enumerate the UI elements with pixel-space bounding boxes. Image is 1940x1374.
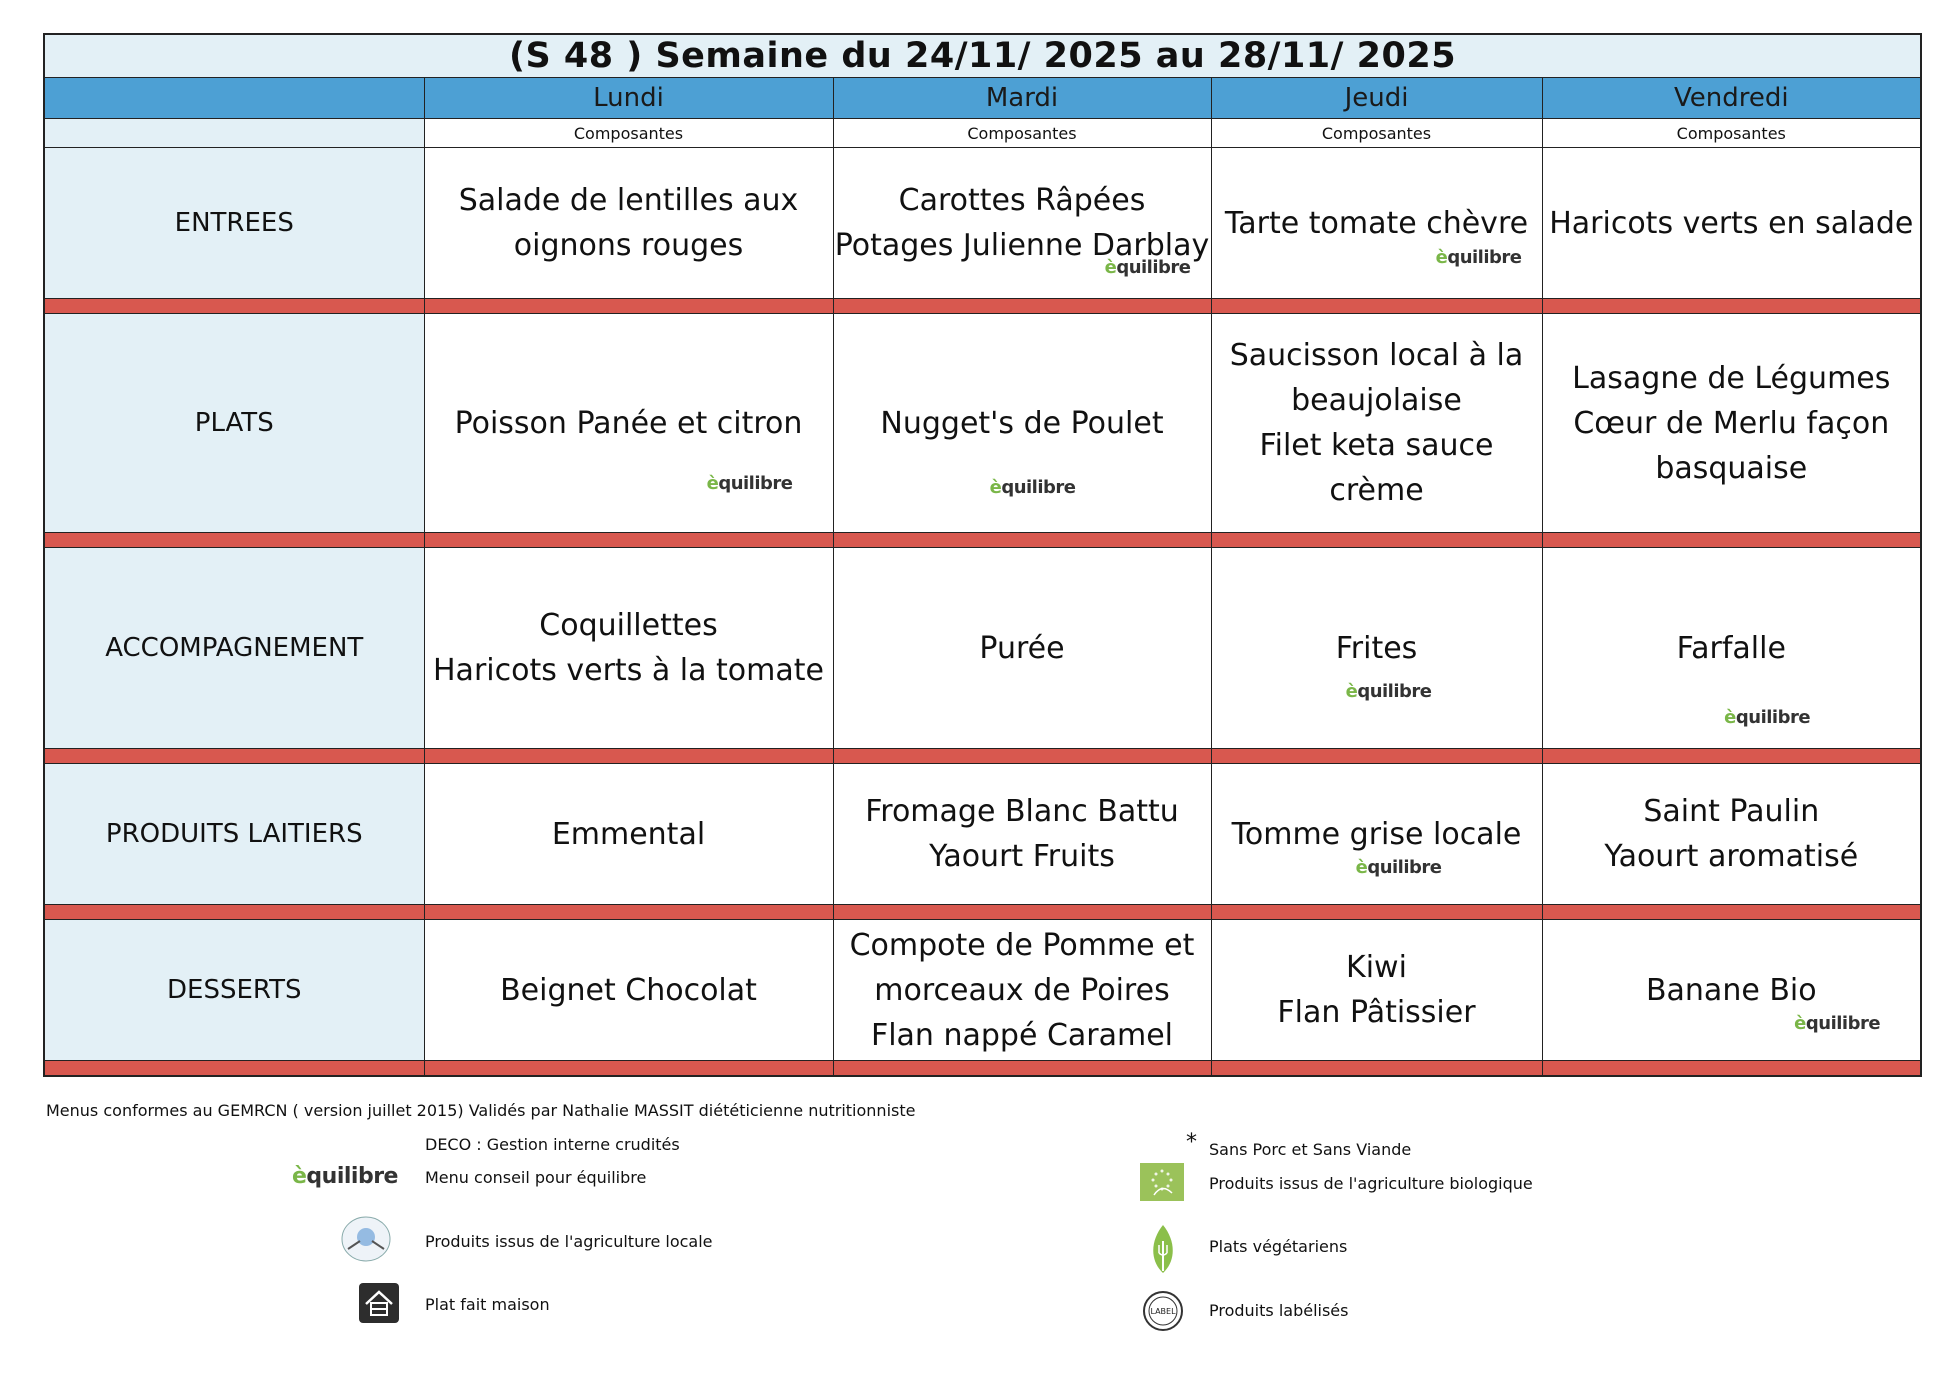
row-label: PLATS — [44, 314, 424, 533]
row-separator — [44, 749, 1921, 764]
separator-band — [833, 749, 1211, 764]
dish-line: Beignet Chocolat — [500, 972, 757, 1008]
subheader-corner — [44, 119, 424, 148]
menu-row — [44, 148, 1921, 299]
equilibre-badge-icon — [990, 465, 1076, 510]
dish-line: Potages Julienne Darblay — [834, 228, 1210, 263]
dish-cell-vendredi — [1542, 920, 1921, 1061]
dish-line: Carottes Râpées — [898, 183, 1146, 218]
dish-line: Compote de Pomme et — [849, 927, 1195, 963]
dish-line: Lasagne de Légumes — [1572, 360, 1891, 396]
row-label: ACCOMPAGNEMENT — [44, 548, 424, 749]
equilibre-badge-icon — [1105, 245, 1191, 290]
separator-band — [1211, 533, 1542, 548]
separator-band — [1542, 749, 1921, 764]
day-header-jeudi: Jeudi — [1211, 78, 1542, 119]
separator-band — [833, 299, 1211, 314]
dish-line: Haricots verts en salade — [1549, 205, 1914, 241]
dish-line: Yaourt Fruits — [929, 839, 1115, 874]
equilibre-e-mark: è — [989, 477, 1002, 498]
legend-fait-maison-text: Plat fait maison — [425, 1295, 550, 1314]
dish-line: Filet keta sauce crème — [1259, 428, 1494, 508]
dish-line: Cœur de Merlu façon — [1573, 405, 1890, 441]
week-title: (S 48 ) Semaine du 24/11/ 2025 au 28/11/ 2025 — [44, 34, 1921, 78]
equilibre-e-mark: è — [1724, 707, 1736, 728]
dish-line: Banane Bio — [1645, 972, 1817, 1008]
legend-labelises-text: Produits labélisés — [1209, 1301, 1349, 1320]
dish-line: Flan Pâtissier — [1277, 995, 1476, 1030]
equilibre-badge-text: quilibre — [1735, 707, 1811, 728]
menu-row — [44, 548, 1921, 749]
legend-bio-text: Produits issus de l'agriculture biologique — [1209, 1174, 1533, 1193]
separator-band — [424, 905, 833, 920]
subheader-lundi: Composantes — [424, 119, 833, 148]
dish-cell-mardi — [833, 148, 1211, 299]
legend-sans-porc-text: Sans Porc et Sans Viande — [1209, 1140, 1412, 1159]
dish-cell-mardi — [833, 314, 1211, 533]
dish-cell-jeudi — [1211, 920, 1542, 1061]
asterisk-mark: * — [1186, 1130, 1197, 1155]
equilibre-badge-text: quilibre — [1357, 681, 1432, 702]
dish-line: Coquillettes — [539, 608, 718, 643]
header-corner — [44, 78, 424, 119]
dish-line: Tarte tomate chèvre — [1224, 205, 1529, 241]
separator-band — [1542, 1061, 1921, 1077]
equilibre-e-mark: è — [1355, 857, 1368, 878]
equilibre-badge-text: quilibre — [718, 473, 793, 494]
subheader-jeudi: Composantes — [1211, 119, 1542, 148]
dish-line: oignons rouges — [513, 228, 744, 263]
equilibre-e-mark: è — [1435, 247, 1448, 268]
equilibre-badge-text: quilibre — [1447, 247, 1522, 268]
equilibre-badge-icon — [1794, 1001, 1880, 1046]
equilibre-badge-text: quilibre — [1001, 477, 1076, 498]
menu-row — [44, 314, 1921, 533]
row-label: DESSERTS — [44, 920, 424, 1061]
equilibre-badge-icon — [1436, 235, 1522, 280]
equilibre-badge-icon — [1356, 845, 1442, 890]
dish-cell-lundi — [424, 548, 833, 749]
separator-band — [424, 533, 833, 548]
dish-line: Emmental — [551, 816, 706, 852]
dish-cell-jeudi — [1211, 314, 1542, 533]
separator-band — [44, 533, 424, 548]
dish-line: Tomme grise locale — [1231, 816, 1522, 852]
separator-band — [424, 1061, 833, 1077]
dish-line: Purée — [979, 630, 1065, 666]
dish-cell-vendredi — [1542, 764, 1921, 905]
day-header-lundi: Lundi — [424, 78, 833, 119]
legend-vegetarien-text: Plats végétariens — [1209, 1237, 1348, 1256]
subheader-vendredi: Composantes — [1542, 119, 1921, 148]
local-agriculture-icon — [340, 1215, 392, 1267]
day-header-mardi: Mardi — [833, 78, 1211, 119]
dish-line: Nugget's de Poulet — [880, 405, 1164, 441]
dish-cell-vendredi — [1542, 314, 1921, 533]
menu-body — [44, 148, 1921, 1077]
separator-band — [1211, 905, 1542, 920]
dish-line: Yaourt aromatisé — [1604, 839, 1859, 874]
dish-line: Kiwi — [1346, 950, 1407, 985]
separator-band — [44, 905, 424, 920]
dish-line: Haricots verts à la tomate — [433, 653, 824, 688]
dish-line: morceaux de Poires — [874, 972, 1170, 1008]
dish-cell-lundi — [424, 314, 833, 533]
separator-band — [1211, 1061, 1542, 1077]
dish-line: basquaise — [1655, 450, 1808, 486]
menu-row — [44, 920, 1921, 1061]
dish-cell-jeudi — [1211, 148, 1542, 299]
dish-line: Saucisson local à la — [1229, 338, 1524, 373]
dish-line: Poisson Panée et citron — [454, 405, 803, 441]
equilibre-e-mark: è — [1345, 681, 1358, 702]
separator-band — [833, 1061, 1211, 1077]
dish-cell-mardi — [833, 764, 1211, 905]
dish-line: Farfalle — [1676, 630, 1786, 666]
dish-cell-mardi — [833, 548, 1211, 749]
legend-equilibre-text: Menu conseil pour équilibre — [425, 1168, 647, 1187]
dish-cell-lundi — [424, 148, 833, 299]
separator-band — [44, 299, 424, 314]
dish-line: Frites — [1335, 630, 1418, 666]
equilibre-badge-icon — [1724, 695, 1810, 740]
separator-band — [833, 905, 1211, 920]
subheader-mardi: Composantes — [833, 119, 1211, 148]
vegetarian-icon — [1148, 1223, 1178, 1283]
separator-band — [424, 749, 833, 764]
row-separator — [44, 299, 1921, 314]
row-label: ENTREES — [44, 148, 424, 299]
dish-cell-vendredi — [1542, 148, 1921, 299]
equilibre-logo-text: quilibre — [306, 1164, 398, 1189]
row-separator — [44, 905, 1921, 920]
row-label: PRODUITS LAITIERS — [44, 764, 424, 905]
dish-line: Saint Paulin — [1643, 794, 1820, 829]
equilibre-e-mark: è — [1104, 257, 1117, 278]
house-icon — [358, 1282, 400, 1328]
label-badge-text: LABEL — [1150, 1307, 1176, 1316]
dish-line: Fromage Blanc Battu — [865, 794, 1179, 829]
equilibre-badge-icon — [707, 461, 793, 506]
dish-cell-vendredi — [1542, 548, 1921, 749]
equilibre-badge-text: quilibre — [1367, 857, 1442, 878]
separator-band — [1542, 905, 1921, 920]
row-separator — [44, 1061, 1921, 1077]
equilibre-badge-text: quilibre — [1116, 257, 1191, 278]
separator-band — [1211, 299, 1542, 314]
footer-note: Menus conformes au GEMRCN ( version juillet 2015) Validés par Nathalie MASSIT diététicienne nutritionniste — [46, 1101, 916, 1120]
legend-local-text: Produits issus de l'agriculture locale — [425, 1232, 713, 1251]
dish-line: Flan nappé Caramel — [870, 1017, 1174, 1053]
dish-line: Salade de lentilles aux — [458, 183, 799, 218]
separator-band — [833, 533, 1211, 548]
separator-band — [1542, 299, 1921, 314]
separator-band — [424, 299, 833, 314]
separator-band — [44, 749, 424, 764]
separator-band — [1542, 533, 1921, 548]
menu-row — [44, 764, 1921, 905]
equilibre-badge-text: quilibre — [1805, 1013, 1881, 1034]
separator-band — [44, 1061, 424, 1077]
day-header-vendredi: Vendredi — [1542, 78, 1921, 119]
dish-cell-mardi — [833, 920, 1211, 1061]
label-quality-icon — [1142, 1290, 1184, 1336]
dish-line: beaujolaise — [1291, 383, 1462, 418]
dish-cell-jeudi — [1211, 548, 1542, 749]
dish-cell-lundi — [424, 764, 833, 905]
dish-cell-jeudi — [1211, 764, 1542, 905]
bio-leaf-icon — [1140, 1163, 1184, 1205]
separator-band — [1211, 749, 1542, 764]
equilibre-badge-icon — [1346, 669, 1432, 714]
menu-table — [43, 33, 1922, 1077]
equilibre-logo-icon: èquilibre — [292, 1164, 398, 1189]
legend-deco-text: DECO : Gestion interne crudités — [425, 1135, 680, 1154]
row-separator — [44, 533, 1921, 548]
dish-cell-lundi — [424, 920, 833, 1061]
equilibre-e-mark: è — [706, 473, 719, 494]
equilibre-e-mark: è — [1794, 1013, 1806, 1034]
